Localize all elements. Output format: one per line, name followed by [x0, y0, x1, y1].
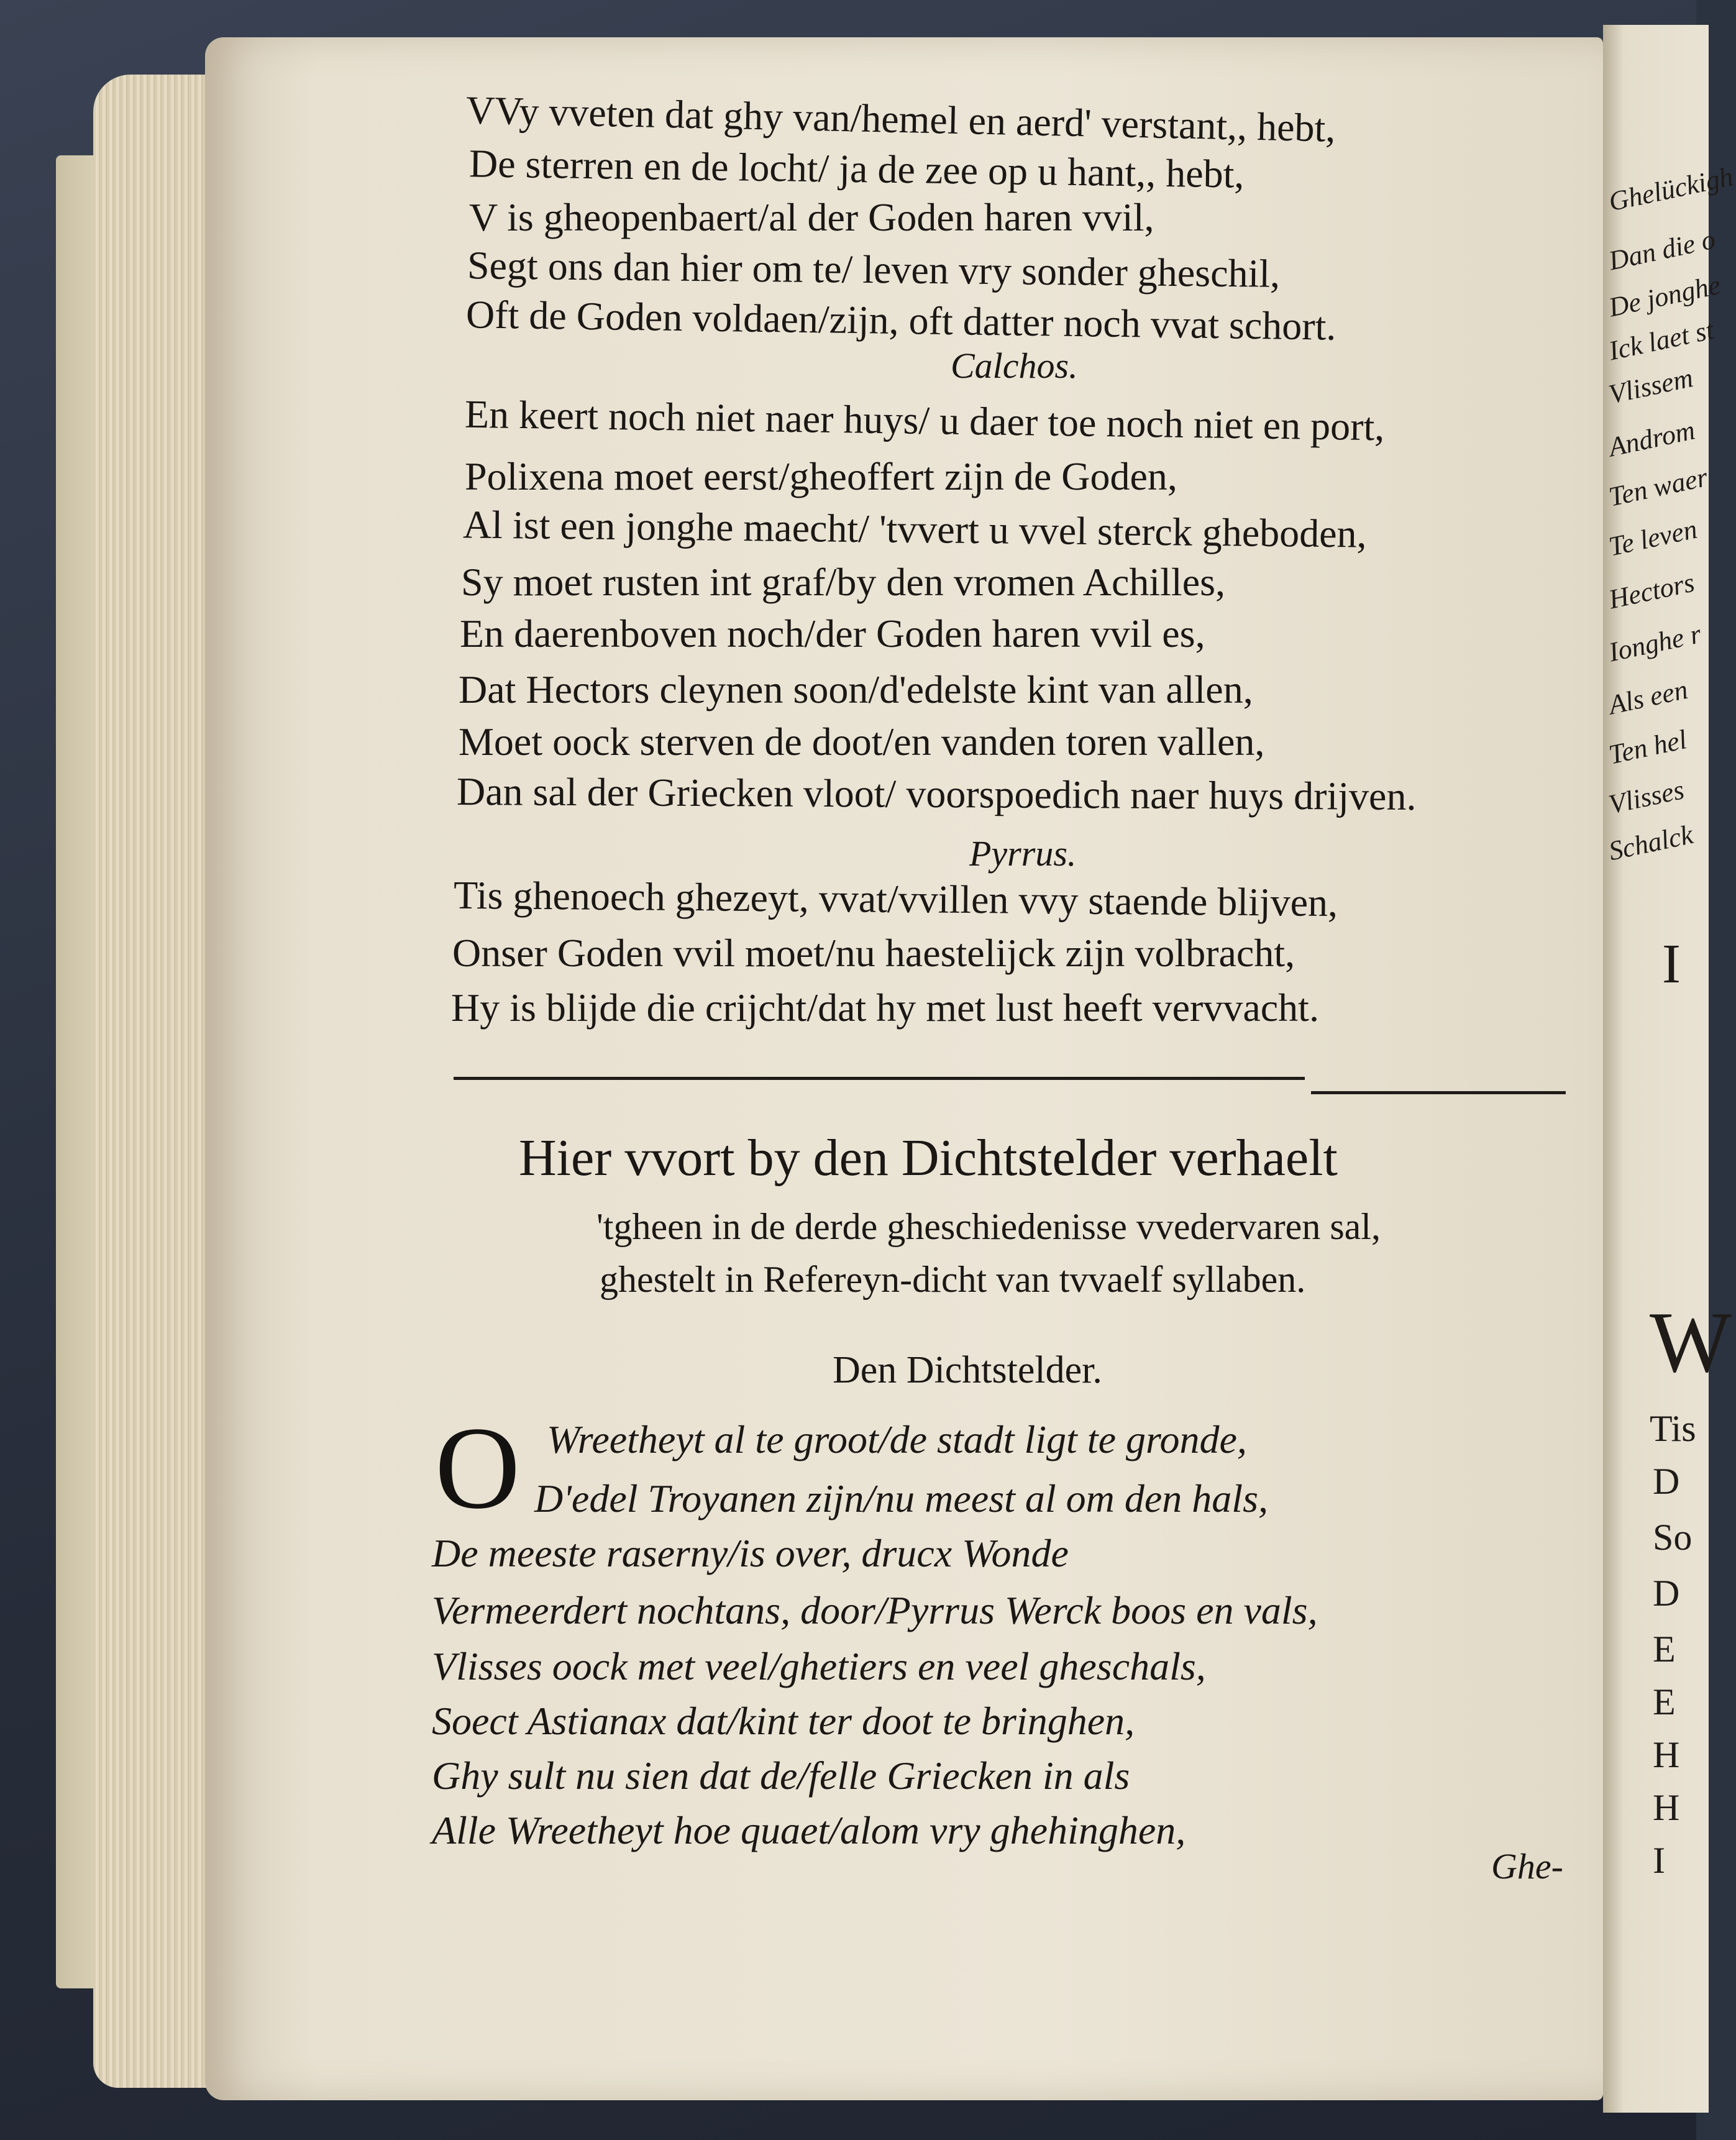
verse-line: Onser Goden vvil moet/nu haestelijck zijn volbracht,: [452, 931, 1295, 975]
fragment: Hectors: [1606, 567, 1697, 615]
drop-cap: O: [435, 1403, 521, 1534]
fragment: Ick laet st: [1606, 314, 1717, 367]
fragment: H: [1653, 1787, 1680, 1828]
divider-rule: [1311, 1091, 1566, 1094]
poem-line: De meeste raserny/is over, drucx Wonde: [432, 1531, 1069, 1575]
section-heading: Hier vvort by den Dichtstelder verhaelt: [519, 1129, 1338, 1187]
fragment: So: [1653, 1517, 1693, 1558]
verse-line: De sterren en de locht/ ja de zee op u hant,, hebt,: [468, 141, 1245, 196]
verse-line: V is gheopenbaert/al der Goden haren vvil,: [469, 195, 1154, 239]
verse-line: Segt ons dan hier om te/ leven vry sonder gheschil,: [467, 243, 1281, 296]
fragment: Tis: [1650, 1408, 1696, 1449]
fragment: I: [1653, 1840, 1665, 1881]
verse-line: En daerenboven noch/der Goden haren vvil es,: [460, 611, 1205, 656]
fragment: Androm: [1606, 414, 1698, 463]
poem-line: Alle Wreetheyt hoe quaet/alom vry ghehinghen,: [432, 1808, 1186, 1852]
verse-line: Polixena moet eerst/gheoffert zijn de Goden,: [465, 454, 1177, 498]
fragment: Vlisses: [1606, 774, 1687, 820]
drop-initial: W: [1650, 1294, 1732, 1391]
section-heading-line: ghestelt in Refereyn-dicht van tvvaelf syllaben.: [600, 1259, 1306, 1300]
fragment: Als een: [1606, 674, 1691, 721]
poem-line: Vermeerdert nochtans, door/Pyrrus Werck boos en vals,: [432, 1588, 1318, 1632]
poem-line: Wreetheyt al te groot/de stadt ligt te gronde,: [547, 1417, 1247, 1461]
section-heading-line: 'tgheen in de derde gheschiedenisse vvedervaren sal,: [596, 1206, 1381, 1247]
poem-line: D'edel Troyanen zijn/nu meest al om den hals,: [534, 1476, 1268, 1520]
speaker-name: Calchos.: [951, 345, 1078, 386]
verse-line: Hy is blijde die crijcht/dat hy met lust heeft vervvacht.: [451, 985, 1319, 1030]
big-initial: I: [1662, 933, 1681, 995]
catchword: Ghe-: [1491, 1846, 1563, 1886]
fragment: H: [1653, 1734, 1680, 1775]
verse-line: Oft de Goden voldaen/zijn, oft datter noch vvat schort.: [465, 292, 1336, 349]
verse-line: Dat Hectors cleynen soon/d'edelste kint van allen,: [459, 667, 1253, 711]
fragment: Ten hel: [1606, 724, 1690, 770]
verse-line: Sy moet rusten int graf/by den vromen Achilles,: [461, 560, 1225, 604]
verse-line: Al ist een jonghe maecht/ 'tvvert u vvel sterck gheboden,: [462, 502, 1367, 556]
speaker-name: Den Dichtstelder.: [833, 1349, 1102, 1391]
verse-line: En keert noch niet naer huys/ u daer toe noch niet en port,: [464, 391, 1385, 449]
poem-line: Ghy sult nu sien dat de/felle Griecken in als: [432, 1754, 1130, 1798]
speaker-name: Pyrrus.: [969, 833, 1077, 874]
fragment: D: [1653, 1573, 1680, 1614]
right-page: [1603, 25, 1736, 2113]
fragment: Ionghe r: [1606, 618, 1704, 668]
fragment: Dan die o: [1606, 224, 1718, 277]
divider-rule: [454, 1077, 1305, 1080]
poem-line: Soect Astianax dat/kint ter doot te bringhen,: [432, 1699, 1135, 1743]
fragment: De jonghe: [1606, 269, 1724, 323]
fragment: D: [1653, 1461, 1680, 1502]
fragment: Ghelückigh: [1606, 161, 1736, 217]
fragment: Vlissem: [1606, 362, 1696, 410]
fragment: E: [1653, 1629, 1676, 1670]
poem-line: Vlisses oock met veel/ghetiers en veel gheschals,: [432, 1644, 1206, 1688]
verse-line: Moet oock sterven de doot/en vanden toren vallen,: [459, 720, 1265, 764]
fragment: Ten waer: [1606, 462, 1711, 513]
fragment: Te leven: [1606, 513, 1700, 562]
fragment: Schalck: [1606, 819, 1696, 867]
verse-line: Tis ghenoech ghezeyt, vvat/vvillen vvy staende blijven,: [453, 872, 1338, 925]
fragment: E: [1653, 1681, 1676, 1722]
verse-line: VVy vveten dat ghy van/hemel en aerd' verstant,, hebt,: [465, 88, 1336, 150]
verse-line: Dan sal der Griecken vloot/ voorspoedich naer huys drijven.: [456, 769, 1417, 819]
